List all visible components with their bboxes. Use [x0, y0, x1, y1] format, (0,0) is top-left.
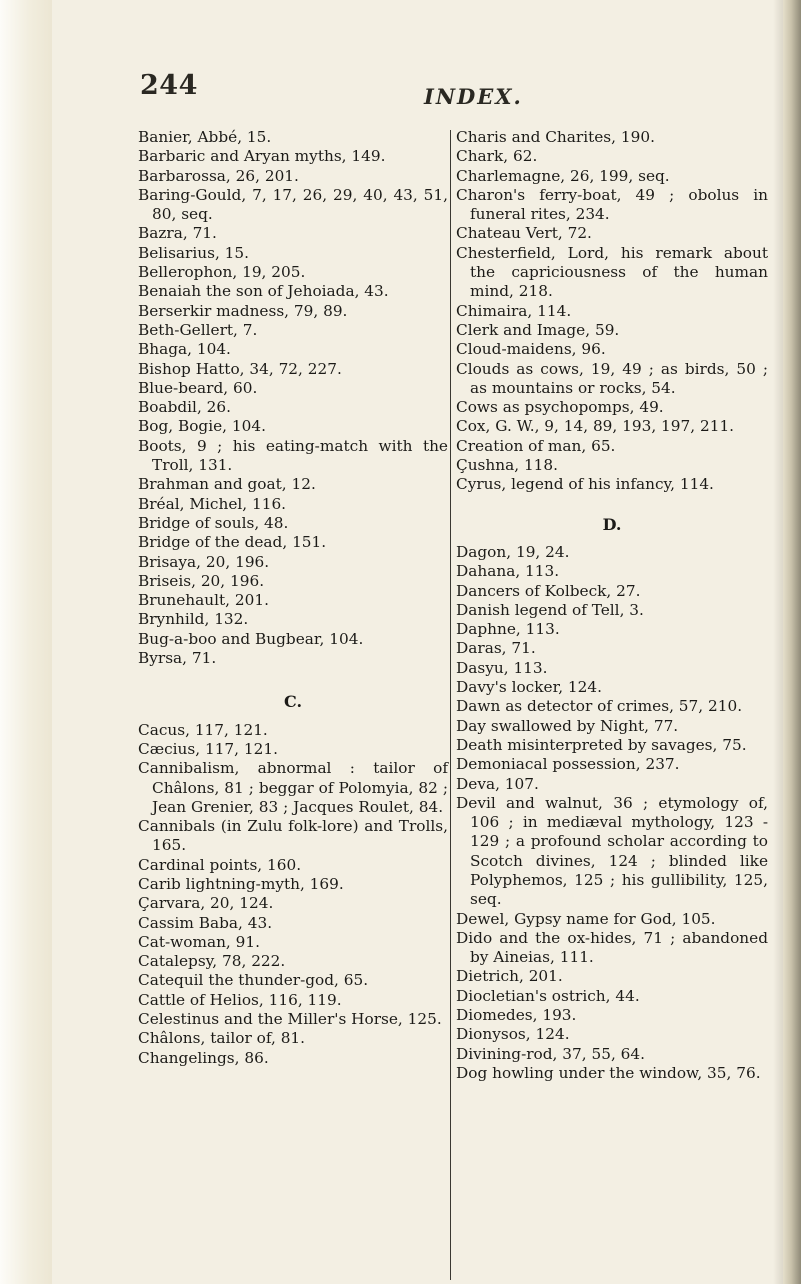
index-entry: Barbaric and Aryan myths, 149. — [138, 147, 386, 166]
index-entry: Dagon, 19, 24. — [456, 542, 570, 561]
index-entry: Deva, 107. — [456, 774, 539, 793]
index-entry: Daphne, 113. — [456, 620, 560, 639]
index-entry: Blue-beard, 60. — [138, 378, 258, 397]
index-entry: Chateau Vert, 72. — [456, 224, 592, 243]
section-c-continued — [456, 128, 768, 495]
index-entry: Cardinal points, 160. — [138, 855, 302, 874]
index-entry: Cyrus, legend of his infancy, 114. — [456, 475, 714, 494]
index-entry: Davy's locker, 124. — [456, 678, 602, 697]
index-entry: Boabdil, 26. — [138, 398, 231, 417]
index-entry: Cannibals (in Zulu folk-lore) and Trolls, 165. — [138, 817, 448, 855]
index-entry: Bréal, Michel, 116. — [138, 494, 287, 513]
index-entry: Bog, Bogie, 104. — [138, 417, 266, 436]
page-edge-shadow — [773, 0, 783, 1284]
index-entry: Catequil the thunder-god, 65. — [138, 971, 369, 990]
index-entry: Bishop Hatto, 34, 72, 227. — [138, 359, 342, 378]
index-entry: Beth-Gellert, 7. — [138, 320, 258, 339]
index-entry: Cassim Baba, 43. — [138, 913, 273, 932]
section-b — [138, 128, 448, 668]
index-entry: Brahman and goat, 12. — [138, 475, 316, 494]
index-entry: Diomedes, 193. — [456, 1006, 577, 1025]
right-column — [456, 128, 768, 1083]
section-c — [138, 721, 448, 1068]
index-entry: Diocletian's ostrich, 44. — [456, 986, 640, 1005]
index-entry: Daras, 71. — [456, 639, 536, 658]
section-d — [456, 543, 768, 1083]
index-entry: Cloud-maidens, 96. — [456, 340, 606, 359]
section-heading-c: C. — [283, 692, 303, 712]
index-entry: Cows as psychopomps, 49. — [456, 398, 664, 417]
index-entry: Dido and the ox-hides, 71 ; abandoned by Aineias, 111. — [456, 928, 768, 967]
page-number: 244 — [140, 70, 198, 101]
index-entry: Dewel, Gypsy name for God, 105. — [456, 909, 716, 928]
index-entry: Charis and Charites, 190. — [456, 128, 655, 146]
index-entry: Charon's ferry-boat, 49 ; obolus in funeral rites, 234. — [456, 185, 768, 224]
running-head: INDEX. — [424, 84, 523, 109]
index-entry: Dog howling under the window, 35, 76. — [456, 1063, 761, 1082]
index-entry: Cannibalism, abnormal : tailor of Châlons, 81 ; beggar of Polomyia, 82 ; Jean Grenier, 83 ; Jacques Roulet, 84. — [138, 759, 448, 816]
index-entry: Belisarius, 15. — [138, 243, 250, 262]
column-divider — [450, 130, 451, 1280]
index-entry: Çushna, 118. — [456, 456, 559, 475]
index-entry: Chesterfield, Lord, his remark about the capriciousness of the human mind, 218. — [456, 243, 768, 301]
left-column — [138, 128, 448, 1068]
index-entry: Charlemagne, 26, 199, seq. — [456, 166, 670, 185]
index-entry: Bellerophon, 19, 205. — [138, 263, 306, 282]
index-entry: Cæcius, 117, 121. — [138, 739, 278, 758]
page-edge — [783, 0, 801, 1284]
index-entry: Catalepsy, 78, 222. — [138, 952, 286, 971]
index-entry: Baring-Gould, 7, 17, 26, 29, 40, 43, 51, 80, seq. — [138, 185, 448, 224]
index-entry: Celestinus and the Miller's Horse, 125. — [138, 1010, 442, 1029]
index-entry: Châlons, tailor of, 81. — [138, 1029, 306, 1048]
index-entry: Demoniacal possession, 237. — [456, 755, 680, 774]
index-entry: Dasyu, 113. — [456, 658, 548, 677]
section-heading-d: D. — [602, 514, 622, 534]
index-entry: Dawn as detector of crimes, 57, 210. — [456, 697, 743, 716]
index-entry: Cox, G. W., 9, 14, 89, 193, 197, 211. — [456, 417, 735, 436]
index-entry: Dancers of Kolbeck, 27. — [456, 581, 641, 600]
index-entry: Brisaya, 20, 196. — [138, 552, 270, 571]
index-entry: Bridge of souls, 48. — [138, 513, 289, 532]
index-entry: Carib lightning-myth, 169. — [138, 874, 344, 893]
index-entry: Death misinterpreted by savages, 75. — [456, 735, 747, 754]
index-entry: Bridge of the dead, 151. — [138, 533, 327, 552]
index-entry: Clouds as cows, 19, 49 ; as birds, 50 ; as mountains or rocks, 54. — [456, 359, 768, 397]
index-entry: Dionysos, 124. — [456, 1025, 570, 1044]
index-entry: Changelings, 86. — [138, 1048, 269, 1067]
index-entry: Barbarossa, 26, 201. — [138, 166, 299, 185]
index-entry: Benaiah the son of Jehoiada, 43. — [138, 282, 389, 301]
index-entry: Chark, 62. — [456, 147, 538, 166]
index-entry: Briseis, 20, 196. — [138, 571, 265, 590]
index-entry: Chimaira, 114. — [456, 301, 572, 320]
page-gutter — [0, 0, 52, 1284]
index-entry: Day swallowed by Night, 77. — [456, 716, 679, 735]
index-entry: Cattle of Helios, 116, 119. — [138, 990, 342, 1009]
index-entry: Boots, 9 ; his eating-match with the Troll, 131. — [138, 436, 448, 475]
index-entry: Byrsa, 71. — [138, 649, 217, 668]
index-entry: Banier, Abbé, 15. — [138, 128, 272, 146]
index-entry: Devil and walnut, 36 ; etymology of, 106 ; in mediæval mythology, 123 - 129 ; a profound scholar according to Scotch divines, 124 ; blinded like Polyphemos, 125 ; his gullibility, 125, seq. — [456, 793, 768, 909]
index-entry: Danish legend of Tell, 3. — [456, 600, 644, 619]
index-entry: Çarvara, 20, 124. — [138, 894, 274, 913]
index-entry: Cacus, 117, 121. — [138, 720, 268, 739]
index-entry: Clerk and Image, 59. — [456, 320, 620, 339]
index-entry: Divining-rod, 37, 55, 64. — [456, 1044, 645, 1063]
index-entry: Berserkir madness, 79, 89. — [138, 301, 348, 320]
index-entry: Bazra, 71. — [138, 224, 217, 243]
index-entry: Bhaga, 104. — [138, 340, 231, 359]
index-entry: Creation of man, 65. — [456, 436, 616, 455]
index-entry: Cat-woman, 91. — [138, 932, 260, 951]
index-entry: Dietrich, 201. — [456, 967, 563, 986]
index-entry: Bug-a-boo and Bugbear, 104. — [138, 629, 364, 648]
index-entry: Dahana, 113. — [456, 562, 560, 581]
index-entry: Brynhild, 132. — [138, 610, 249, 629]
index-entry: Brunehault, 201. — [138, 591, 269, 610]
